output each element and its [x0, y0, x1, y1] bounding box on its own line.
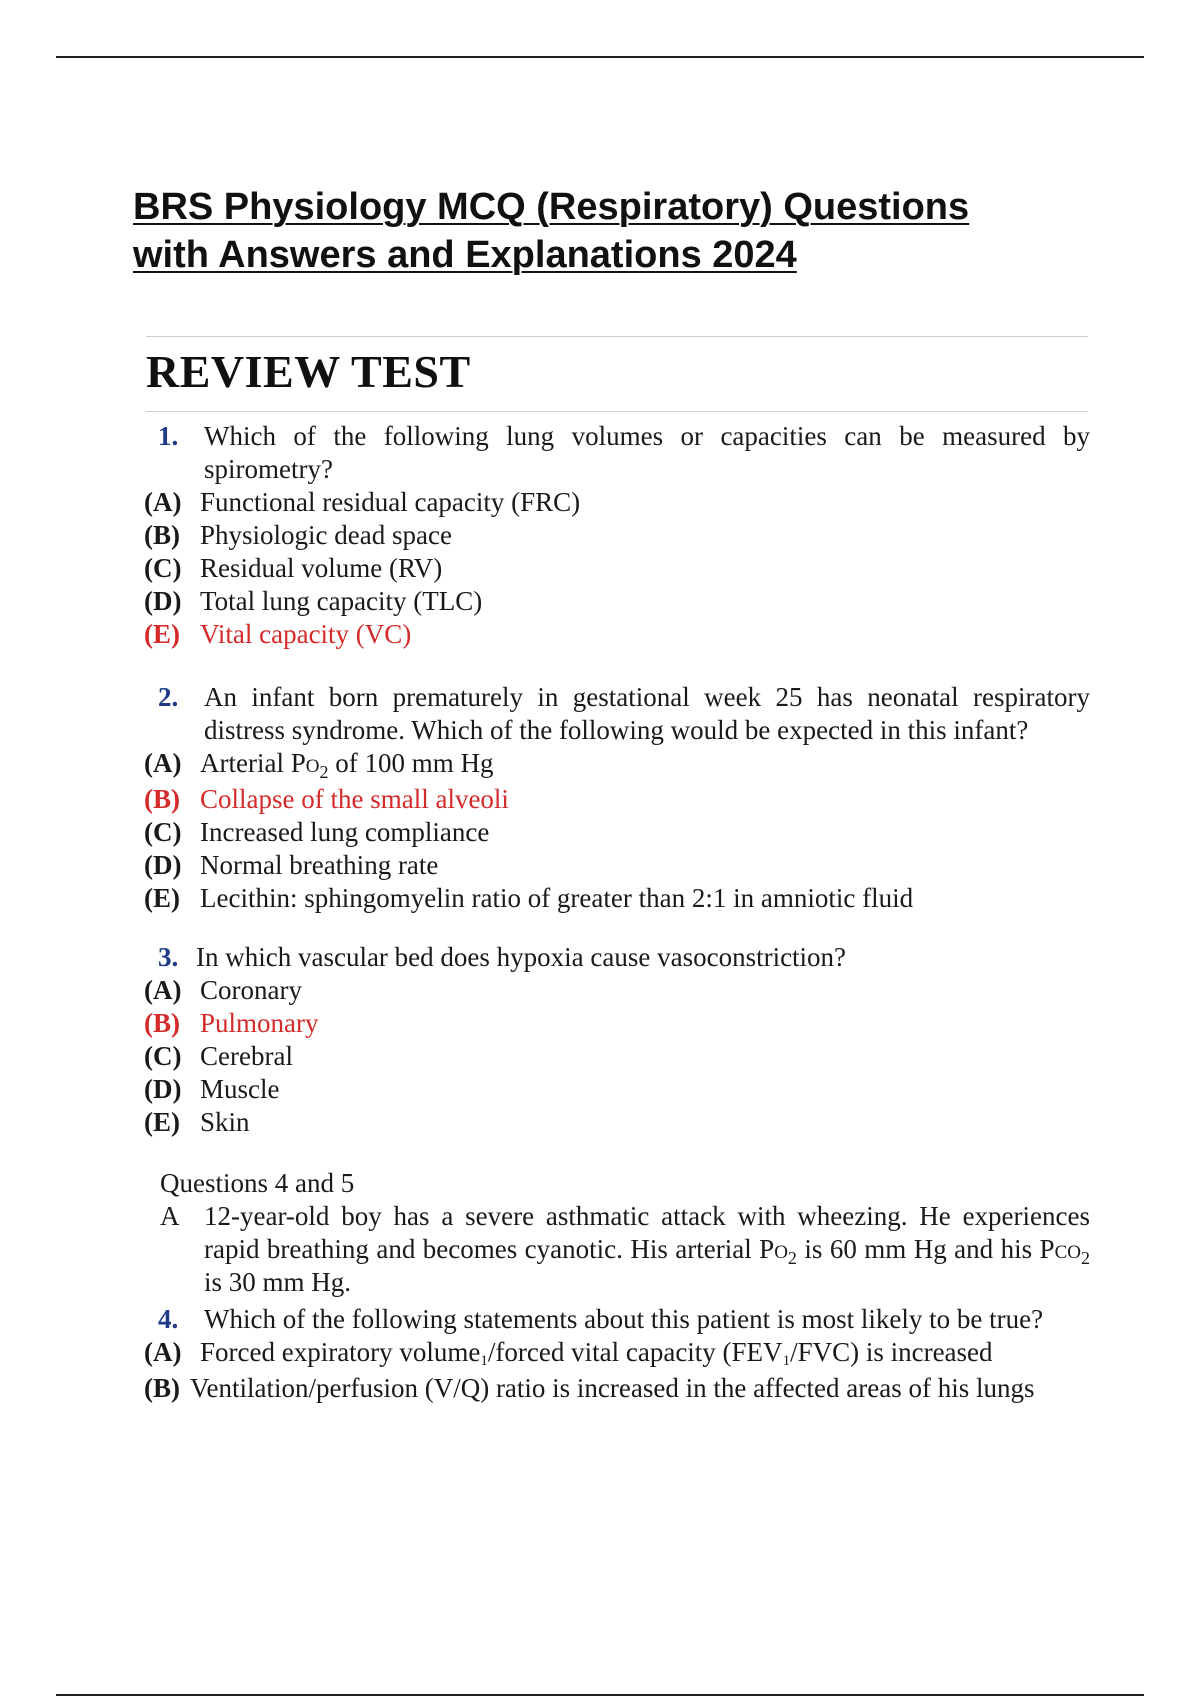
option-letter: (E) [144, 883, 180, 913]
question-list [144, 420, 1090, 1405]
option-a [144, 1336, 1090, 1372]
option-d [144, 849, 1090, 882]
option-letter: (A) [144, 487, 182, 517]
option-letter: (A) [144, 1337, 182, 1367]
question-2 [144, 681, 1090, 915]
option-b-correct-answer [144, 783, 1090, 816]
option-d [144, 585, 1090, 618]
question-4 [144, 1303, 1090, 1336]
option-text: Arterial $Po_2$ of 100 mm Hg [200, 748, 494, 782]
option-c [144, 816, 1090, 849]
option-letter: (B) [144, 1373, 180, 1403]
question-1 [144, 420, 1090, 651]
option-d [144, 1073, 1090, 1106]
option-letter: (D) [144, 1074, 182, 1104]
option-letter: (B) [144, 1008, 180, 1038]
question-stem [144, 420, 1090, 486]
question-number: 2. [158, 682, 179, 712]
option-text: Forced expiratory volume$_1$/forced vital capacity $(FEV_1/FVC)$ is increased [200, 1337, 993, 1369]
bottom-rule [56, 1694, 1144, 1696]
clinical-scenario: A 12-year-old boy has a severe asthmatic attack with wheezing. He experiences rapid breathing and becomes cyanotic. His arterial $Po_2$ is 60 mm Hg and his Pco$_2$ is 30 mm Hg. [160, 1201, 1090, 1297]
option-letter: (A) [144, 975, 182, 1005]
option-letter: (D) [144, 586, 182, 616]
question-text: Which of the following lung volumes or capacities can be measured by spirometry? [204, 421, 1090, 484]
question-set-4-5 [144, 1167, 1090, 1405]
option-letter: (A) [144, 748, 182, 778]
option-text: Pulmonary [200, 1008, 319, 1038]
section-divider-top [146, 336, 1088, 337]
option-b-correct-answer [144, 1007, 1090, 1040]
question-number: 3. [158, 942, 179, 972]
option-text: Coronary [200, 975, 302, 1005]
title-line-2: with Answers and Explanations 2024 [133, 234, 797, 276]
option-text: Total lung capacity (TLC) [200, 586, 483, 616]
question-number: 4. [158, 1304, 179, 1334]
option-text: Collapse of the small alveoli [200, 784, 509, 814]
option-text: Lecithin: sphingomyelin ratio of greater than 2:1 in amniotic fluid [200, 883, 914, 913]
section-heading: REVIEW TEST [146, 346, 471, 397]
option-letter: (B) [144, 784, 180, 814]
option-c [144, 552, 1090, 585]
question-stem [144, 681, 1090, 747]
question-text: Which of the following statements about this patient is most likely to be true? [204, 1304, 1044, 1334]
option-text: Vital capacity (VC) [200, 619, 412, 649]
option-letter: (C) [144, 553, 182, 583]
option-letter: (C) [144, 817, 182, 847]
option-letter: (B) [144, 520, 180, 550]
question-text: In which vascular bed does hypoxia cause vasoconstriction? [196, 942, 847, 972]
option-text: Muscle [200, 1074, 280, 1104]
option-c [144, 1040, 1090, 1073]
option-text: Increased lung compliance [200, 817, 490, 847]
option-a [144, 486, 1090, 519]
option-text: Ventilation/perfusion (V/Q) ratio is increased in the affected areas of his lungs [190, 1373, 1035, 1403]
option-text: Skin [200, 1107, 250, 1137]
option-letter: (E) [144, 619, 180, 649]
option-text: Residual volume (RV) [200, 553, 443, 583]
option-text: Functional residual capacity (FRC) [200, 487, 581, 517]
scenario-lead: A [160, 1201, 180, 1231]
question-3 [144, 941, 1090, 1139]
question-text: An infant born prematurely in gestational week 25 has neonatal respiratory distress syndrome. Which of the following would be expected in this infant? [204, 682, 1090, 745]
option-a [144, 974, 1090, 1007]
question-number: 1. [158, 421, 179, 451]
document-title [133, 183, 1083, 279]
option-b [144, 519, 1090, 552]
title-line-1: BRS Physiology MCQ (Respiratory) Questions [133, 186, 970, 228]
option-text: Normal breathing rate [200, 850, 439, 880]
option-letter: (E) [144, 1107, 180, 1137]
option-letter: (D) [144, 850, 182, 880]
option-b [144, 1372, 1090, 1405]
section-divider-bottom [146, 411, 1088, 412]
option-letter: (C) [144, 1041, 182, 1071]
option-e [144, 882, 1090, 915]
option-e-correct-answer [144, 618, 1090, 651]
option-text: Physiologic dead space [200, 520, 452, 550]
option-e [144, 1106, 1090, 1139]
question-set-label: Questions 4 and 5 [160, 1168, 355, 1198]
question-stem [144, 941, 1090, 974]
top-rule [56, 56, 1144, 58]
option-a [144, 747, 1090, 783]
option-text: Cerebral [200, 1041, 293, 1071]
